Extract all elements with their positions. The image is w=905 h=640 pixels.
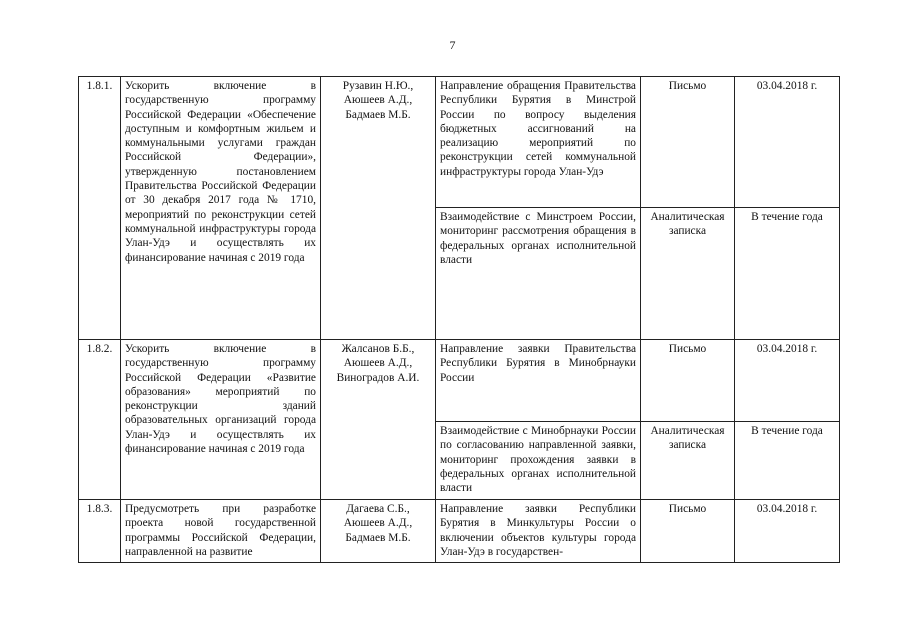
responsible-name: Бадмаев М.Б. <box>345 108 411 121</box>
action-description: Направление заявки Правительства Республики Бурятия в Минобрнауки России <box>436 340 641 422</box>
task-description: Предусмотреть при разработке проекта новой государственной программы Российской Федерации, направленной на развитие <box>121 500 321 563</box>
table-row <box>79 500 840 563</box>
completion-form: Письмо <box>641 340 735 422</box>
item-number: 1.8.1. <box>79 77 121 340</box>
completion-form: Письмо <box>641 500 735 563</box>
completion-form: Аналитическая записка <box>641 422 735 500</box>
responsible-name: Дагаева С.Б., <box>346 503 410 515</box>
responsible-name: Бадмаев М.Б. <box>345 531 411 544</box>
responsible-name: Аюшеев А.Д., <box>343 357 413 370</box>
responsible-name: Аюшеев А.Д., <box>343 517 413 530</box>
responsible-persons <box>321 77 436 340</box>
action-plan-table <box>78 76 840 563</box>
responsible-name: Виноградов А.И. <box>336 371 420 384</box>
responsible-persons <box>321 500 436 563</box>
action-description: Взаимодействие с Минстроем России, мониторинг рассмотрения обращения в федеральных органах исполнительной власти <box>436 208 641 340</box>
action-description: Взаимодействие с Минобрнауки России по согласованию направленной заявки, мониторинг прохождения заявки в федеральных органах исполнительной власти <box>436 422 641 500</box>
task-description: Ускорить включение в государственную программу Российской Федерации «Обеспечение доступным и комфортным жильем и коммунальными услугами граждан Российской Федерации», утвержденную постановлением Правительства Российской Федерации от 30 декабря 2017 года № 1710, мероприятий по реконструкции сетей коммунальной инфраструктуры города Улан-Удэ и осуществлять их финансирование начиная с 2019 года <box>121 77 321 340</box>
deadline: 03.04.2018 г. <box>735 340 840 422</box>
responsible-name: Аюшеев А.Д., <box>343 94 413 107</box>
item-number: 1.8.2. <box>79 340 121 500</box>
page-number: 7 <box>449 38 456 52</box>
deadline: В течение года <box>735 422 840 500</box>
responsible-persons <box>321 340 436 500</box>
completion-form: Аналитическая записка <box>641 208 735 340</box>
deadline: В течение года <box>735 208 840 340</box>
action-description: Направление заявки Республики Бурятия в Минкультуры России о включении объектов культуры города Улан-Удэ в государствен- <box>436 500 641 563</box>
completion-form: Письмо <box>641 77 735 208</box>
action-description: Направление обращения Правительства Республики Бурятия в Минстрой России по вопросу выделения бюджетных ассигнований на реализацию мероприятий по реконструкции сетей коммунальной инфраструктуры города Улан-Удэ <box>436 77 641 208</box>
responsible-name: Жалсанов Б.Б., <box>341 343 415 355</box>
table-row <box>79 340 840 422</box>
deadline: 03.04.2018 г. <box>735 77 840 208</box>
task-description: Ускорить включение в государственную программу Российской Федерации «Развитие образования» мероприятий по реконструкции зданий образовательных организаций города Улан-Удэ и осуществлять их финансирование начиная с 2019 года <box>121 340 321 500</box>
responsible-name: Рузавин Н.Ю., <box>342 80 414 92</box>
table-row <box>79 77 840 208</box>
item-number: 1.8.3. <box>79 500 121 563</box>
deadline: 03.04.2018 г. <box>735 500 840 563</box>
